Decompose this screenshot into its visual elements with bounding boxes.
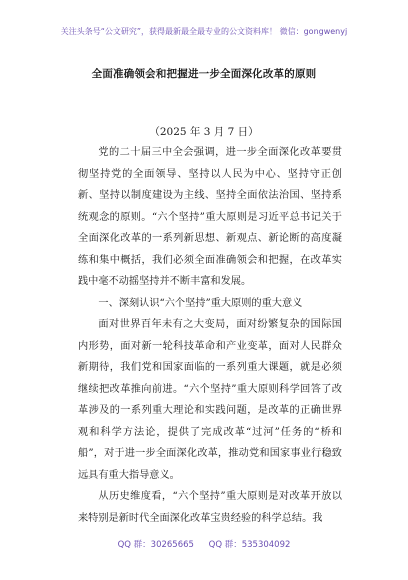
paragraph-history: 从历史维度看，“六个坚持”重大原则是对改革开放以来特别是新时代全面深化改革宝贵经验的科学总结。我 [78,491,342,524]
document-body [78,142,342,529]
footer-contacts [0,538,408,550]
paragraph-intro: 党的二十届三中全会强调，进一步全面深化改革要贯彻坚持党的全面领导、坚持以人民为中心、坚持守正创新、坚持以制度建设为主线、坚持全面依法治国、坚持系统观念的原则。“六个坚持”重大原则是习近平总书记关于全面深化改革的一系列新思想、新观点、新论断的高度凝练和集中概括，我们必须全面准确领会和把握，在改革实践中毫不动摇坚持并不断丰富和发展。 [78,147,342,287]
qq-group-1: QQ 群：30265665 [117,540,194,550]
paragraph-significance: 面对世界百年未有之大变局，面对纷繁复杂的国际国内形势，面对新一轮科技革命和产业变革，面对人民群众新期待，我们党和国家面临的一系列重大课题，就是必须继续把改革推向前进。“六个坚持”重大原则科学回答了改革涉及的一系列重大理论和实践问题，是改革的正确世界观和科学方法论，提供了完成改革“过河”任务的“桥和船”，对于进一步全面深化改革，推动党和国家事业行稳致远具有重大指导意义。 [78,319,342,481]
section-heading-1: 一、深刻认识“六个坚持”重大原则的重大意义 [98,297,303,309]
top-banner: 关注头条号“公文研究”，获得最新最全最专业的公文资料库！ 微信：gongwenyj [60,27,348,36]
document-title: 全面准确领会和把握进一步全面深化改革的原则 [91,68,317,80]
qq-group-2: QQ 群：535304092 [208,540,291,550]
document-date: （2025 年 3 月 7 日） [149,126,259,138]
